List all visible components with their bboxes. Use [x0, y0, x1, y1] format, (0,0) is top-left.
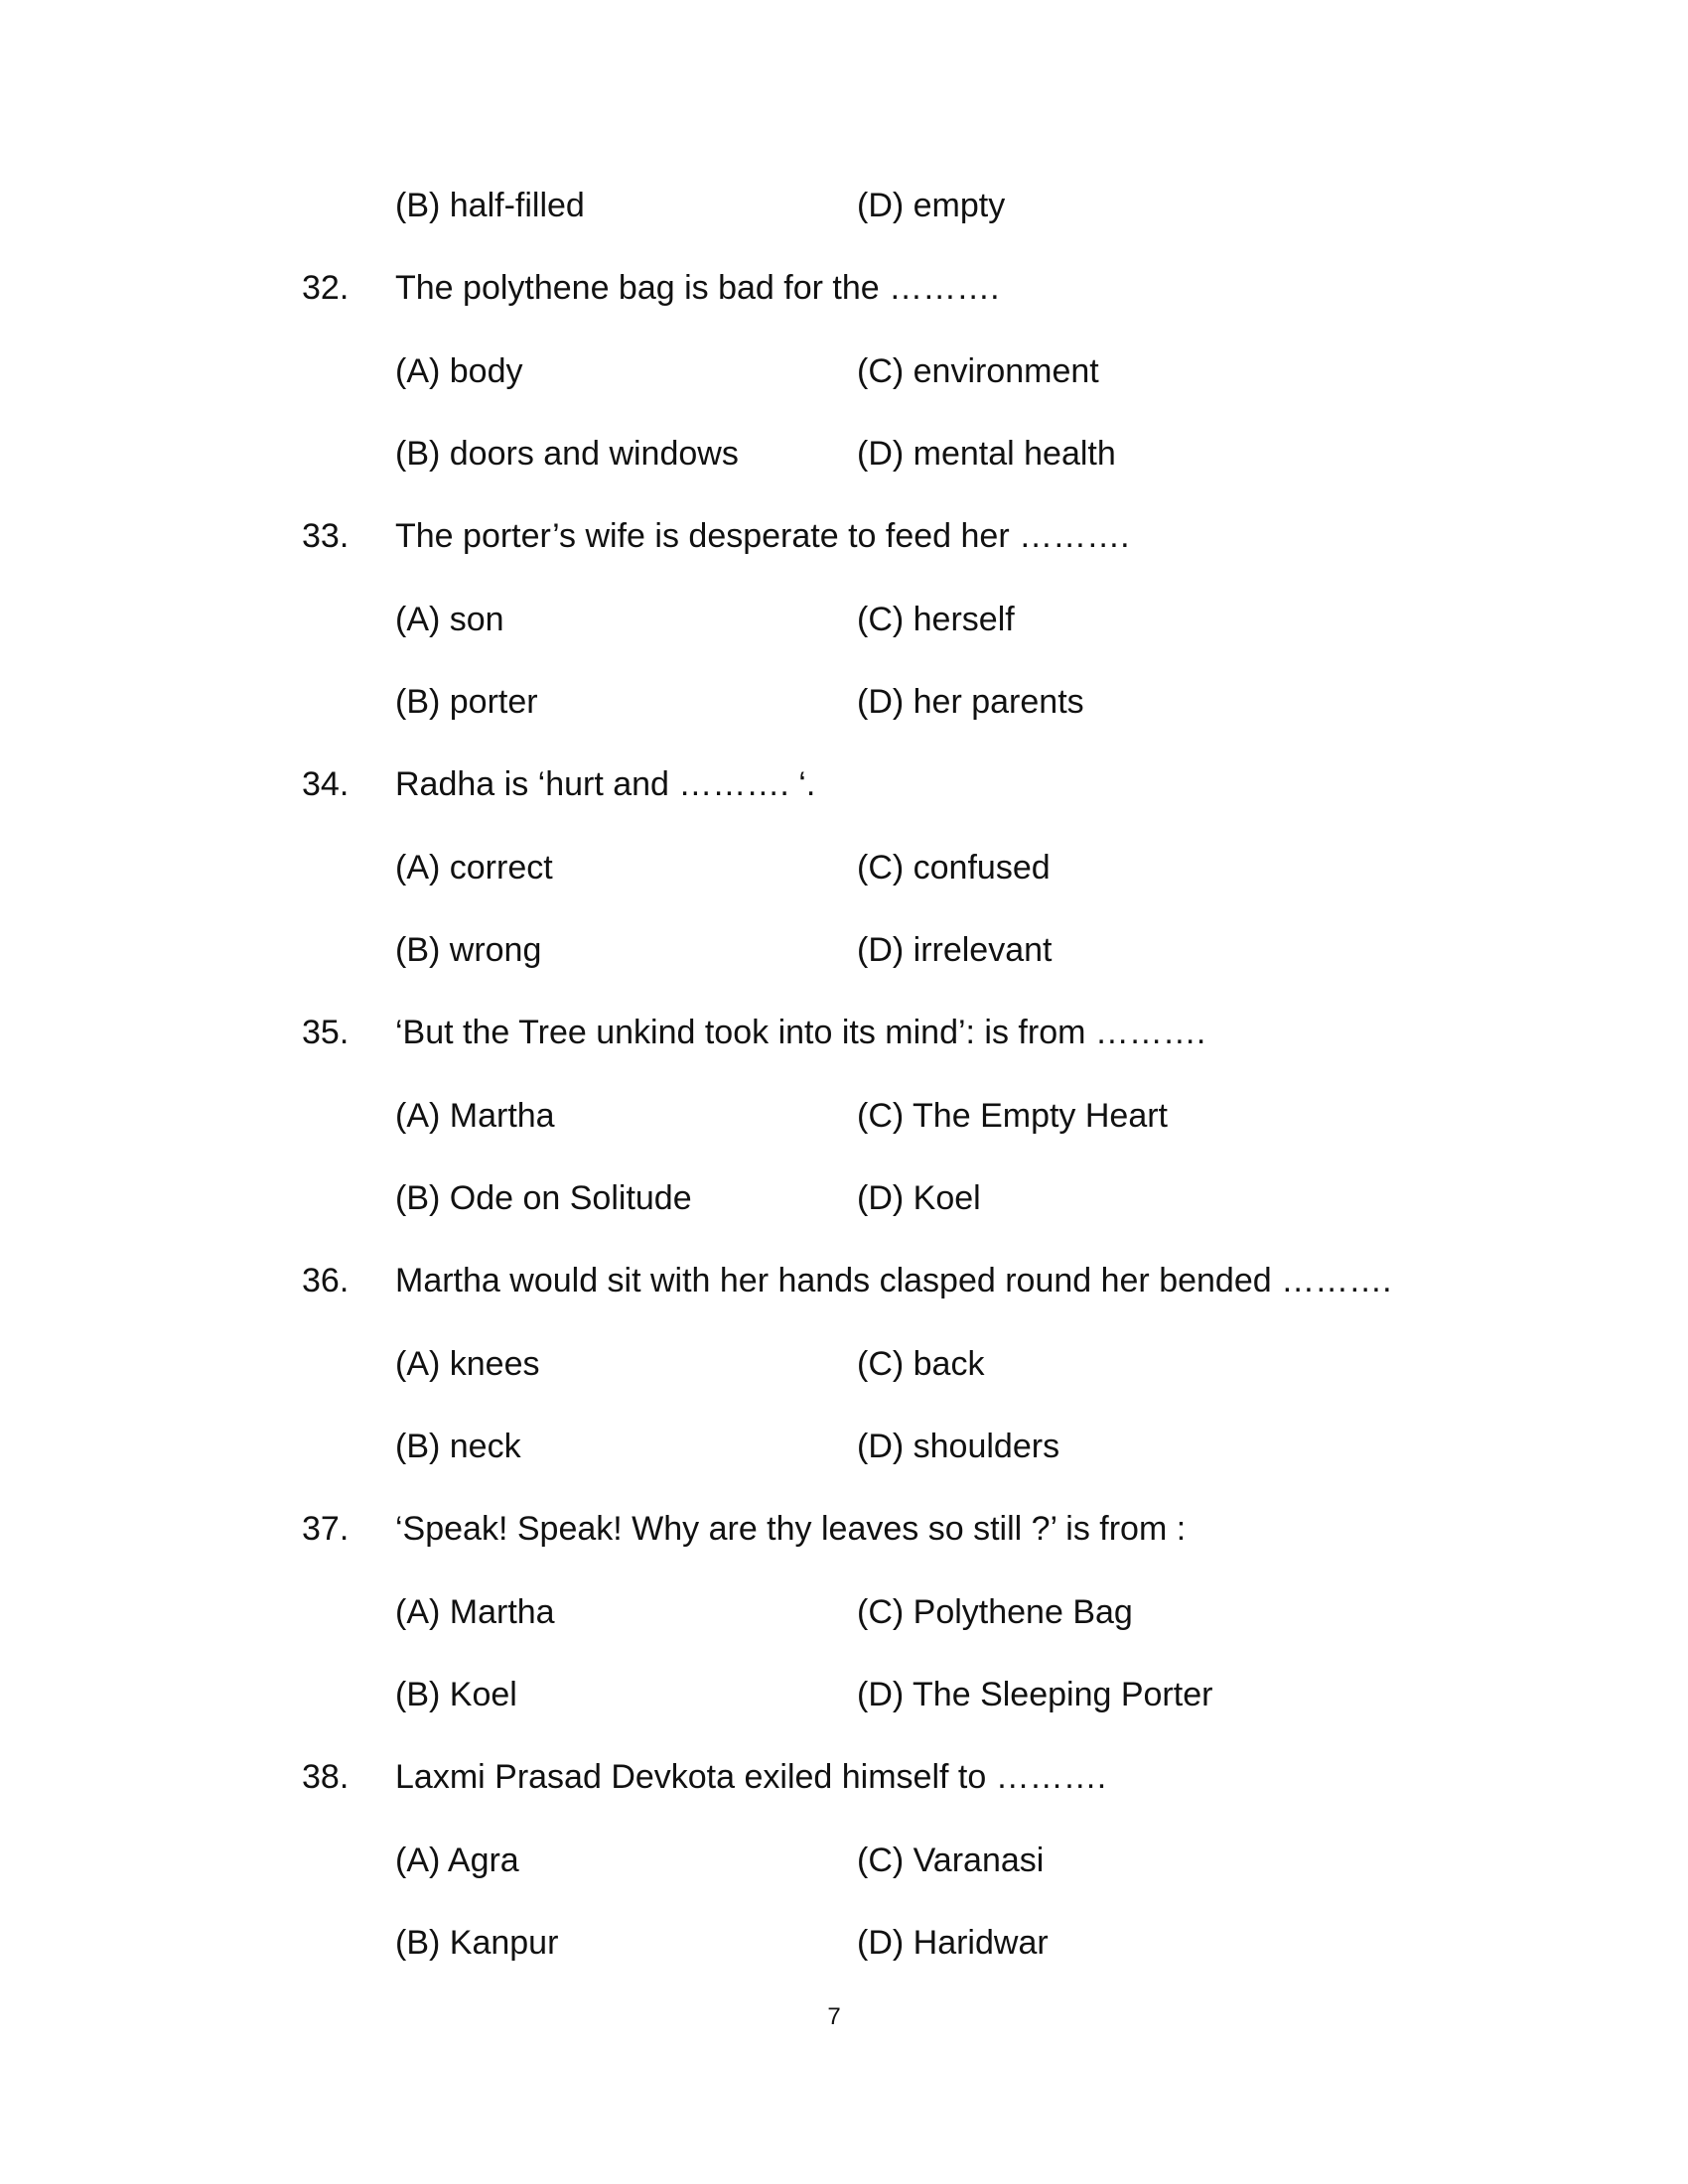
options-row [0, 1323, 1688, 1406]
question-number: 36. [302, 1262, 350, 1300]
options-row [0, 1654, 1688, 1736]
question-number: 33. [302, 517, 350, 556]
option: (D) Haridwar [857, 1923, 1049, 1962]
question-number: 38. [302, 1758, 350, 1797]
option: (B) neck [395, 1427, 521, 1465]
question-text: Radha is ‘hurt and ………. ‘. [395, 765, 816, 804]
option: (C) herself [857, 600, 1015, 638]
options-row [0, 1158, 1688, 1240]
options-row [0, 1902, 1688, 1984]
options-row [0, 1406, 1688, 1488]
option: (C) The Empty Heart [857, 1096, 1169, 1135]
options-row [0, 1820, 1688, 1902]
question-text: The polythene bag is bad for the ………. [395, 269, 1000, 308]
question-row [0, 247, 1688, 330]
option: (A) knees [395, 1344, 540, 1383]
option: (B) Kanpur [395, 1923, 559, 1962]
option: (C) back [857, 1344, 985, 1383]
option: (C) confused [857, 848, 1051, 887]
option: (B) wrong [395, 930, 542, 969]
options-row [0, 827, 1688, 909]
question-row [0, 1240, 1688, 1322]
page-number: 7 [827, 2003, 841, 2030]
question-row [0, 495, 1688, 578]
question-number: 34. [302, 765, 350, 804]
question-row [0, 1488, 1688, 1570]
question-text: The porter’s wife is desperate to feed her ………. [395, 517, 1130, 556]
option: (A) Martha [395, 1096, 555, 1135]
option: (D) her parents [857, 682, 1084, 721]
options-row [0, 413, 1688, 495]
question-text: ‘But the Tree unkind took into its mind’: is from ………. [395, 1014, 1206, 1052]
option: (B) Ode on Solitude [395, 1178, 692, 1217]
options-row [0, 1075, 1688, 1158]
question-number: 37. [302, 1510, 350, 1549]
options-row [0, 909, 1688, 992]
option: (D) shoulders [857, 1427, 1060, 1465]
option: (A) Martha [395, 1592, 555, 1631]
question-row [0, 744, 1688, 826]
question-text: Martha would sit with her hands clasped round her bended ………. [395, 1262, 1392, 1300]
option: (D) empty [857, 187, 1006, 224]
option: (B) Koel [395, 1675, 517, 1713]
option: (D) Koel [857, 1178, 981, 1217]
question-list [0, 165, 1688, 1984]
option: (C) environment [857, 351, 1099, 390]
option: (D) The Sleeping Porter [857, 1675, 1213, 1713]
option: (A) body [395, 351, 523, 390]
option: (B) half-filled [395, 187, 585, 224]
question-row [0, 992, 1688, 1074]
option: (B) doors and windows [395, 434, 739, 473]
question-text: ‘Speak! Speak! Why are thy leaves so still ?’ is from : [395, 1510, 1187, 1549]
option: (D) irrelevant [857, 930, 1053, 969]
options-row [0, 579, 1688, 661]
option: (C) Polythene Bag [857, 1592, 1133, 1631]
option: (D) mental health [857, 434, 1116, 473]
question-number: 32. [302, 269, 350, 308]
option: (A) Agra [395, 1841, 519, 1879]
question-text: Laxmi Prasad Devkota exiled himself to ………. [395, 1758, 1107, 1797]
option: (A) son [395, 600, 504, 638]
question-row [0, 1736, 1688, 1819]
options-row [0, 165, 1688, 247]
options-row [0, 1571, 1688, 1654]
question-number: 35. [302, 1014, 350, 1052]
options-row [0, 661, 1688, 744]
option: (A) correct [395, 848, 553, 887]
option: (B) porter [395, 682, 538, 721]
options-row [0, 331, 1688, 413]
option: (C) Varanasi [857, 1841, 1045, 1879]
